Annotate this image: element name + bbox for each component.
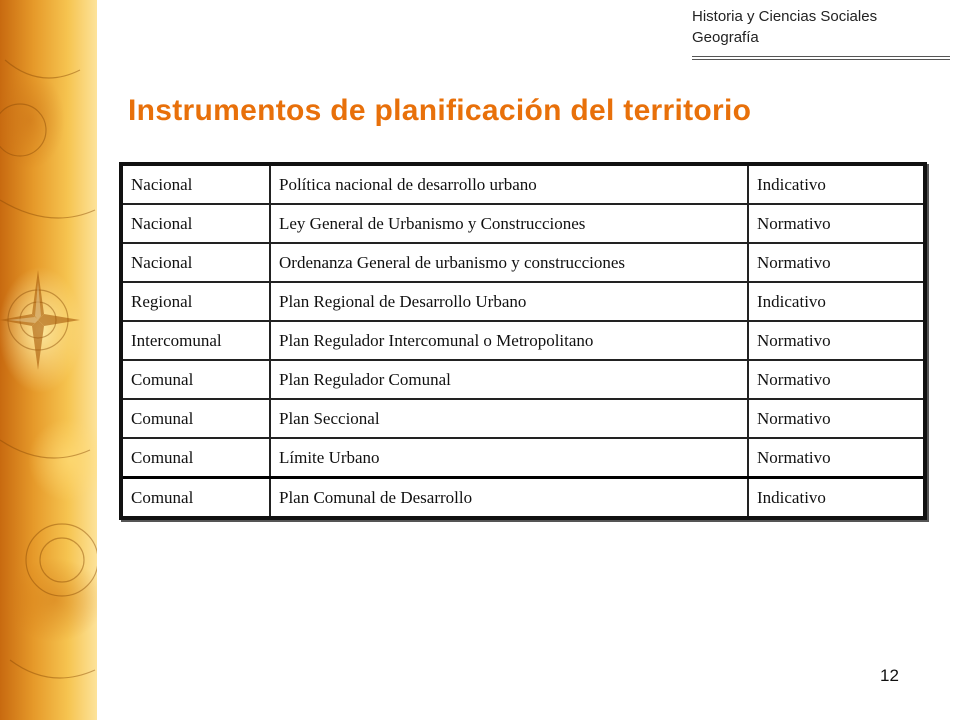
table-row <box>121 438 925 478</box>
table-row <box>121 360 925 399</box>
table-row <box>121 321 925 360</box>
instrument-cell: Ordenanza General de urbanismo y construcciones <box>270 243 748 282</box>
table-row <box>121 243 925 282</box>
level-cell: Nacional <box>121 243 270 282</box>
type-cell: Indicativo <box>748 478 925 519</box>
instrument-cell: Plan Seccional <box>270 399 748 438</box>
type-cell: Normativo <box>748 204 925 243</box>
level-cell: Comunal <box>121 360 270 399</box>
subject-header <box>692 6 952 48</box>
level-cell: Comunal <box>121 478 270 519</box>
instrument-cell: Plan Regulador Intercomunal o Metropolitano <box>270 321 748 360</box>
type-cell: Indicativo <box>748 282 925 321</box>
instrument-cell: Límite Urbano <box>270 438 748 478</box>
type-cell: Normativo <box>748 321 925 360</box>
subject-line-2: Geografía <box>692 29 759 46</box>
instrument-cell: Plan Comunal de Desarrollo <box>270 478 748 519</box>
type-cell: Normativo <box>748 399 925 438</box>
page-title: Instrumentos de planificación del territorio <box>128 94 752 127</box>
table-row <box>121 204 925 243</box>
header-divider <box>692 56 950 61</box>
instrument-cell: Ley General de Urbanismo y Construcciones <box>270 204 748 243</box>
page-number: 12 <box>880 666 899 685</box>
type-cell: Normativo <box>748 360 925 399</box>
type-cell: Normativo <box>748 243 925 282</box>
level-cell: Comunal <box>121 399 270 438</box>
table-row <box>121 478 925 519</box>
type-cell: Normativo <box>748 438 925 478</box>
level-cell: Intercomunal <box>121 321 270 360</box>
level-cell: Nacional <box>121 204 270 243</box>
compass-rose-icon <box>0 0 97 720</box>
planning-instruments-table <box>119 162 927 520</box>
type-cell: Indicativo <box>748 164 925 204</box>
instrument-cell: Plan Regional de Desarrollo Urbano <box>270 282 748 321</box>
table-row <box>121 164 925 204</box>
level-cell: Regional <box>121 282 270 321</box>
table-row <box>121 282 925 321</box>
level-cell: Nacional <box>121 164 270 204</box>
instrument-cell: Plan Regulador Comunal <box>270 360 748 399</box>
decorative-sidebar <box>0 0 97 720</box>
subject-line-1: Historia y Ciencias Sociales <box>692 8 878 25</box>
level-cell: Comunal <box>121 438 270 478</box>
table-row <box>121 399 925 438</box>
instrument-cell: Política nacional de desarrollo urbano <box>270 164 748 204</box>
